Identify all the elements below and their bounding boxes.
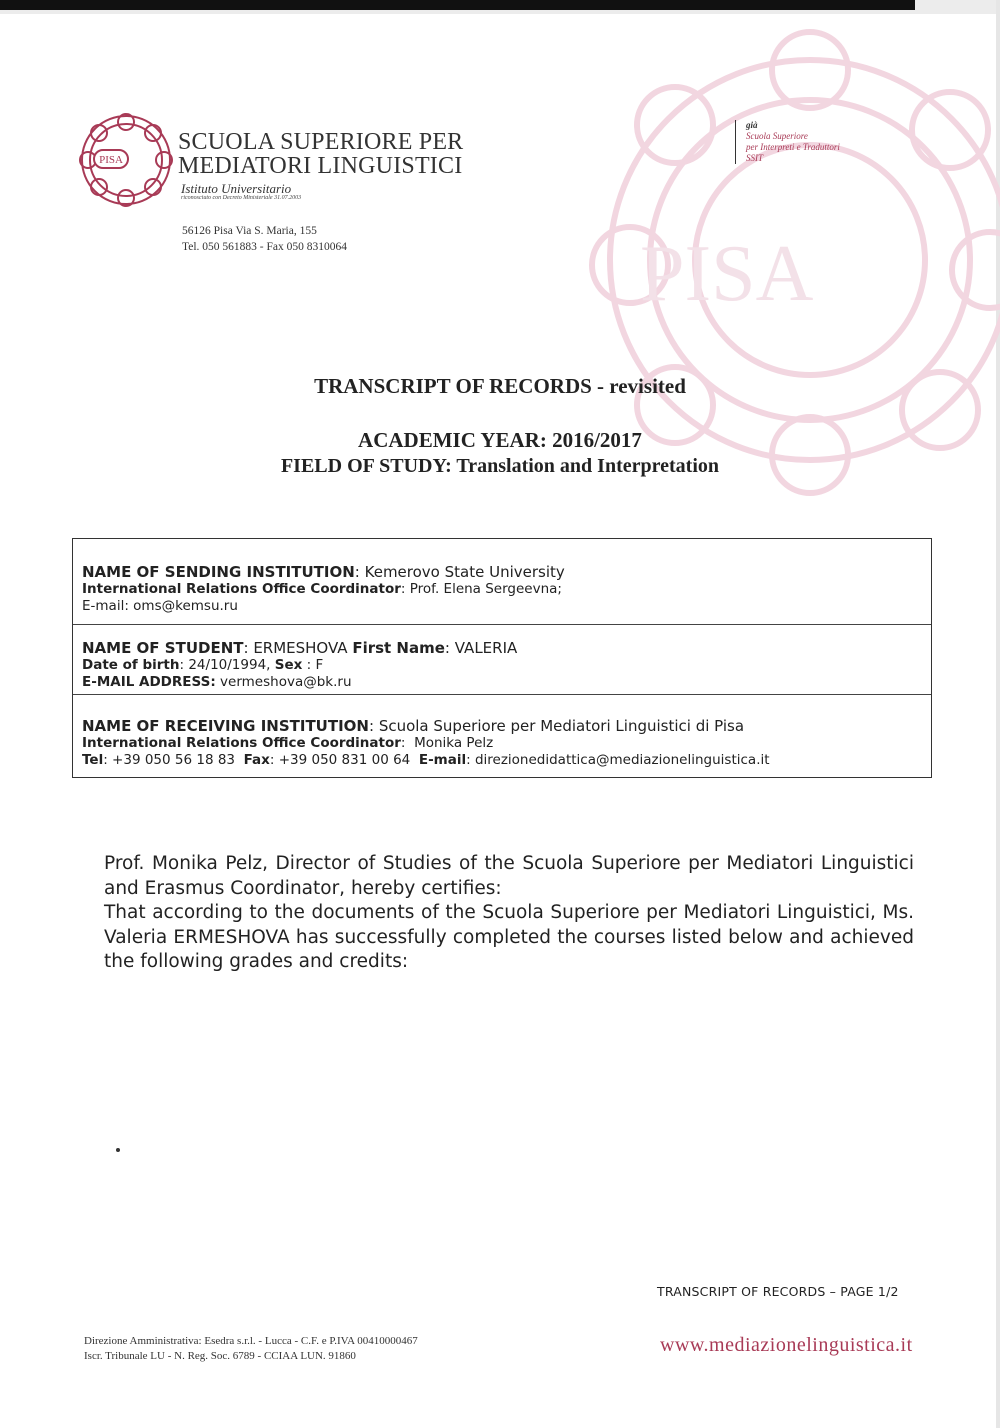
- receiving-name-label: NAME OF RECEIVING INSTITUTION: [82, 717, 369, 735]
- certification-paragraph-2: That according to the documents of the Scuola Superiore per Mediatori Linguistici, Ms. Valeria ERMESHOVA has successfully completed the courses listed below and achieved the following grades and credits:: [104, 902, 914, 972]
- institution-name: [178, 130, 463, 178]
- certification-paragraph-1: Prof. Monika Pelz, Director of Studies of the Scuola Superiore per Mediatori Linguistici and Erasmus Coordinator, hereby certifies:: [104, 853, 914, 899]
- institution-decree: riconosciuto con Decreto Ministeriale 31.07.2003: [181, 195, 302, 201]
- footer-admin-line1: Direzione Amministrativa: Esedra s.r.l. - Lucca - C.F. e P.IVA 00410000467: [84, 1335, 418, 1347]
- student-sex: F: [315, 657, 324, 673]
- student-email: vermeshova@bk.ru: [220, 674, 352, 690]
- student-sex-label: Sex: [274, 657, 303, 673]
- institution-subtitle: Istituto Universitario: [181, 181, 292, 196]
- field-of-study: [0, 455, 1000, 478]
- sending-coord-label: International Relations Office Coordinator: [82, 581, 401, 597]
- receiving-institution-section: NAME OF RECEIVING INSTITUTION: Scuola Superiore per Mediatori Linguistici di Pisa International Relations Office Coordinator: Monika Pelz Tel: +39 050 56 18 83 Fax: +39 050 831 00 64 E-mail: direzionedidattica@mediazionelinguistica.it: [82, 717, 770, 768]
- sending-name-label: NAME OF SENDING INSTITUTION: [82, 563, 355, 581]
- sending-email: oms@kemsu.ru: [133, 598, 238, 614]
- receiving-email: direzionedidattica@mediazionelinguistica.it: [474, 752, 770, 768]
- institution-name-line2: MEDIATORI LINGUISTICI: [178, 153, 463, 179]
- receiving-tel: +39 050 56 18 83: [112, 752, 236, 768]
- certification-text: [104, 852, 914, 975]
- footer-website-link[interactable]: www.mediazionelinguistica.it: [660, 1334, 913, 1356]
- receiving-fax-label: Fax: [243, 752, 270, 768]
- stray-mark: [116, 1148, 120, 1152]
- former-line1: Scuola Superiore: [746, 131, 808, 141]
- student-dob-label: Date of birth: [82, 657, 180, 673]
- address-line: 56126 Pisa Via S. Maria, 155: [182, 225, 317, 237]
- field-label: FIELD OF STUDY:: [280, 455, 452, 477]
- institution-logo-icon: [78, 112, 174, 208]
- student-dob: 24/10/1994,: [188, 657, 271, 673]
- sending-coord: Prof. Elena Sergeevna;: [409, 581, 562, 597]
- institution-address: [182, 223, 347, 255]
- former-line2: per Interpreti e Traduttori: [746, 142, 840, 152]
- watermark-text: PISA: [640, 230, 814, 318]
- field-value: Translation and Interpretation: [456, 455, 720, 477]
- student-first-name: VALERIA: [454, 639, 518, 657]
- receiving-email-label: E-mail: [418, 752, 467, 768]
- student-last-name: ERMESHOVA: [253, 639, 348, 657]
- receiving-coord-label: International Relations Office Coordinator: [82, 735, 401, 751]
- receiving-fax: +39 050 831 00 64: [278, 752, 411, 768]
- sending-institution-section: NAME OF SENDING INSTITUTION: Kemerovo State University International Relations Office Coordinator: Prof. Elena Sergeevna; E-mail: oms@kemsu.ru: [73, 539, 931, 625]
- student-first-label: First Name: [352, 639, 445, 657]
- institution-name-line1: SCUOLA SUPERIORE PER: [178, 129, 464, 155]
- scan-top-edge: [0, 0, 1000, 14]
- receiving-coord: Monika Pelz: [414, 735, 494, 751]
- former-line3: SSIT: [746, 153, 764, 163]
- phone-fax-line: Tel. 050 561883 - Fax 050 8310064: [182, 241, 347, 253]
- receiving-name: Scuola Superiore per Mediatori Linguistici di Pisa: [378, 717, 745, 735]
- footer-admin-line2: Iscr. Tribunale LU - N. Reg. Soc. 6789 - CCIAA LUN. 91860: [84, 1350, 356, 1362]
- sending-email-label: E-mail:: [82, 598, 129, 614]
- student-section: NAME OF STUDENT: ERMESHOVA First Name: VALERIA Date of birth: 24/10/1994, Sex : F E-MAIL ADDRESS: vermeshova@bk.ru: [73, 625, 931, 695]
- academic-year-value: 2016/2017: [552, 428, 642, 452]
- former-label: già: [746, 120, 758, 130]
- logo-text: PISA: [99, 154, 123, 166]
- sending-name: Kemerovo State University: [364, 563, 565, 581]
- receiving-tel-label: Tel: [82, 752, 104, 768]
- page-number-label: TRANSCRIPT OF RECORDS – PAGE 1/2: [657, 1284, 899, 1299]
- scan-right-edge: [996, 0, 1000, 1428]
- scan-top-shadow: [0, 0, 915, 10]
- institution-info-box: [72, 538, 932, 778]
- student-email-label: E-MAIL ADDRESS:: [82, 674, 216, 690]
- student-name-label: NAME OF STUDENT: [82, 639, 244, 657]
- academic-year: [0, 428, 1000, 453]
- document-title: TRANSCRIPT OF RECORDS - revisited: [314, 374, 686, 398]
- academic-year-label: ACADEMIC YEAR:: [358, 428, 547, 452]
- footer-admin-info: [84, 1334, 418, 1364]
- former-name-block: [735, 120, 840, 164]
- watermark-emblem-icon: [560, 0, 1000, 600]
